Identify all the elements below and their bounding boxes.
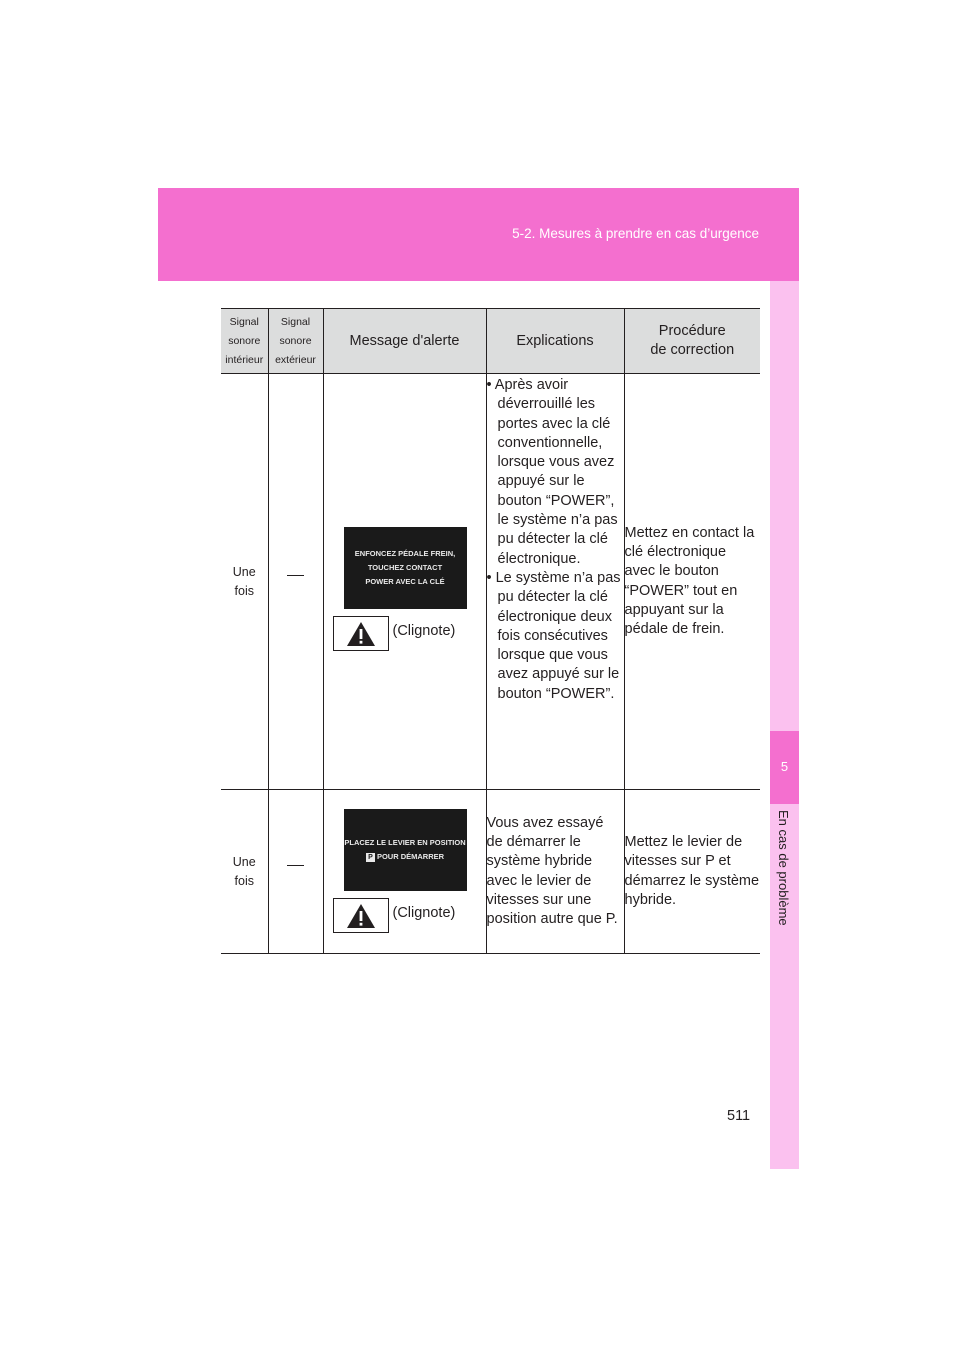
warning-triangle-icon	[333, 898, 389, 933]
interior-signal-cell: Une fois	[221, 790, 268, 954]
explications-cell: Vous avez essayé de démarrer le système hybride avec le levier de vitesses sur une position autre que P.	[486, 790, 624, 954]
explication-item: • Le système n’a pas pu détecter la clé électronique deux fois consécutives lorsque que vous avez appuyé sur le bouton “POWER”.	[486, 569, 621, 702]
exterior-signal-cell	[268, 374, 323, 790]
chapter-label: En cas de problème	[776, 810, 791, 926]
alert-message-cell	[323, 374, 486, 790]
exterior-signal-cell	[268, 790, 323, 954]
header-exterior-signal: Signal sonore extérieur	[268, 309, 323, 374]
explications-cell	[486, 374, 624, 790]
page-number: 511	[727, 1108, 751, 1124]
procedure-cell: Mettez le levier de vitesses sur P et démarrez le système hybride.	[624, 790, 760, 954]
table-header-row	[221, 309, 760, 374]
explication-item: • Après avoir déverrouillé les portes avec la clé conventionnelle, lorsque vous avez appuyé sur le bouton “POWER”, le système n’a pas pu détecter la clé électronique.	[486, 377, 618, 567]
procedure-cell: Mettez en contact la clé électronique avec le bouton “POWER” tout en appuyant sur la pédale de frein.	[624, 374, 760, 790]
chapter-number: 5	[780, 759, 789, 774]
section-title: 5-2. Mesures à prendre en cas d’urgence	[512, 226, 759, 241]
alert-message-cell	[323, 790, 486, 954]
dash-mark	[287, 575, 304, 576]
header-interior-signal: Signal sonore intérieur	[221, 309, 268, 374]
alert-display-image: PLACEZ LE LEVIER EN POSITION P POUR DÉMARRER	[344, 809, 467, 891]
blink-label: (Clignote)	[392, 623, 456, 639]
chapter-sidebar	[770, 281, 799, 1169]
interior-signal-cell: Une fois	[221, 374, 268, 790]
header-alert-message: Message d'alerte	[323, 309, 486, 374]
chapter-tab	[770, 731, 799, 804]
blink-label: (Clignote)	[392, 905, 456, 921]
table-row	[221, 790, 760, 954]
section-header-band	[158, 188, 799, 281]
dash-mark	[287, 865, 304, 866]
alert-table	[221, 308, 760, 954]
warning-triangle-icon	[333, 616, 389, 651]
alert-display-image: ENFONCEZ PÉDALE FREIN, TOUCHEZ CONTACT POWER AVEC LA CLÉ	[344, 527, 467, 609]
header-procedure: Procédure de correction	[624, 309, 760, 374]
table-row	[221, 374, 760, 790]
header-explications: Explications	[486, 309, 624, 374]
